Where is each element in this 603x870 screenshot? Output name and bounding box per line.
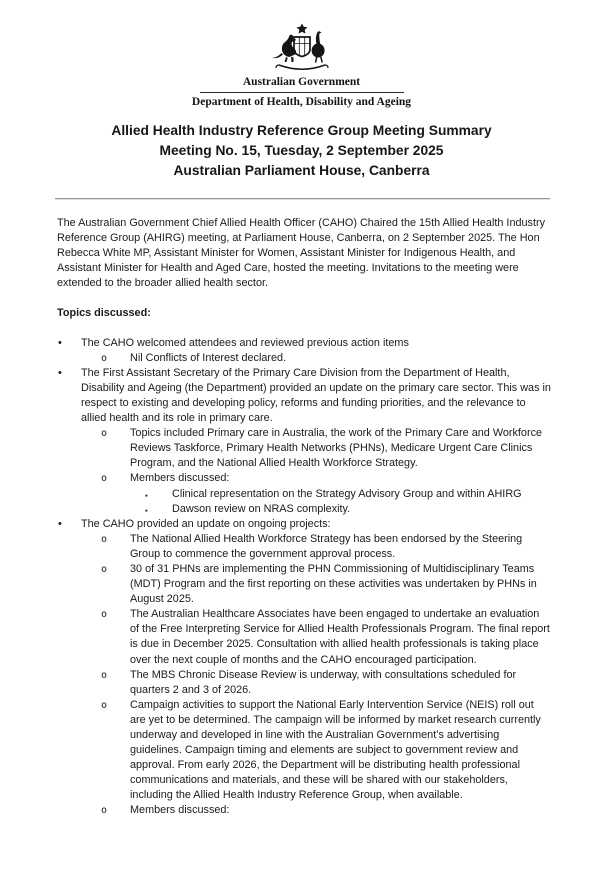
- list-item-text: The MBS Chronic Disease Review is underway, with consultations scheduled for quarters 2 and 3 of 2026.: [130, 668, 517, 696]
- bullet-marker: •: [58, 517, 62, 530]
- list-item: [57, 471, 551, 486]
- government-header: [0, 0, 603, 109]
- bullet-marker: o: [101, 533, 108, 545]
- bullet-marker: o: [101, 563, 108, 575]
- list-item-text: The CAHO provided an update on ongoing projects:: [81, 517, 331, 530]
- bullet-marker: ▪: [145, 490, 148, 500]
- list-item: [57, 517, 551, 532]
- bullet-marker: •: [58, 336, 62, 349]
- bullet-marker: o: [101, 428, 108, 440]
- crest-caption: Australian Government: [242, 76, 361, 88]
- list-item-text: The First Assistant Secretary of the Primary Care Division from the Department of Health, Disability and Ageing (the Department) provided an update on the primary care sector. This was in respect to existing and developing policy, reforms and funding priorities, and the relevance to allied health and its role in primary care.: [81, 366, 551, 425]
- department-name: Department of Health, Disability and Ageing: [191, 96, 412, 108]
- list-item: [57, 502, 551, 517]
- bullet-marker: o: [101, 352, 108, 364]
- title-line-3: Australian Parliament House, Canberra: [173, 163, 430, 178]
- list-item: [57, 668, 551, 698]
- list-item: [57, 562, 551, 607]
- bullet-marker: o: [101, 473, 108, 485]
- list-item: [57, 426, 551, 471]
- list-item-text: Dawson review on NRAS complexity.: [172, 502, 351, 515]
- topics-list: [57, 336, 551, 819]
- list-item: [57, 607, 551, 667]
- title-line-1: Allied Health Industry Reference Group Meeting Summary: [111, 123, 492, 138]
- title-line-2: Meeting No. 15, Tuesday, 2 September 2025: [159, 143, 444, 158]
- topics-heading: Topics discussed:: [57, 307, 151, 320]
- list-item-text: Clinical representation on the Strategy Advisory Group and within AHIRG: [172, 487, 522, 500]
- bullet-marker: •: [58, 366, 62, 379]
- list-item: [57, 698, 551, 804]
- list-item: [57, 532, 551, 562]
- list-item-text: Members discussed:: [130, 472, 230, 485]
- list-item: [57, 351, 551, 366]
- bullet-marker: o: [101, 805, 108, 817]
- list-item-text: The National Allied Health Workforce Strategy has been endorsed by the Steering Group to commence the government approval process.: [130, 532, 523, 560]
- document-body: [57, 216, 551, 819]
- bullet-marker: ▪: [145, 505, 148, 515]
- list-item-text: The Australian Healthcare Associates have been engaged to undertake an evaluation of the Free Interpreting Service for Allied Health Professionals Program. The final report is due in December 2025. Consultation with allied health professionals is taking place over the next couple of months and the CAHO encouraged participation.: [130, 608, 550, 666]
- australian-coat-of-arms-icon: [0, 23, 603, 73]
- list-item-text: Campaign activities to support the National Early Intervention Service (NEIS) roll out are yet to be determined. The campaign will be informed by market research currently underway and developed in line with the Australian Government’s advertising guidelines. Campaign timing and elements are subject to government review and approval. From early 2026, the Department will be distributing health professional communications and materials, and these will be shared with our stakeholders, including the Allied Health Industry Reference Group, when available.: [130, 698, 541, 802]
- bullet-marker: o: [101, 609, 108, 621]
- horizontal-rule: [55, 198, 550, 200]
- crest-divider: [200, 92, 404, 93]
- list-item: [57, 803, 551, 818]
- list-item: [57, 487, 551, 502]
- list-item-text: The CAHO welcomed attendees and reviewed previous action items: [81, 336, 409, 349]
- list-item-text: Topics included Primary care in Australia, the work of the Primary Care and Workforce Reviews Taskforce, Primary Health Networks (PHNs), Medicare Urgent Care Clinics Program, and the National Allied Health Workforce Strategy.: [130, 427, 543, 470]
- list-item-text: 30 of 31 PHNs are implementing the PHN Commissioning of Multidisciplinary Teams (MDT) Program and the first reporting on these activities was undertaken by PHNs in August 2025.: [130, 562, 537, 606]
- list-item-text: Members discussed:: [130, 804, 230, 817]
- bullet-marker: o: [101, 669, 108, 681]
- list-item: [57, 366, 551, 426]
- document-title: [0, 121, 603, 181]
- list-item: [57, 336, 551, 351]
- list-item-text: Nil Conflicts of Interest declared.: [130, 351, 287, 364]
- intro-paragraph: The Australian Government Chief Allied Health Officer (CAHO) Chaired the 15th Allied Health Industry Reference Group (AHIRG) meeting, at Parliament House, Canberra, on 2 September 2025. The Hon Rebecca White MP, Assistant Minister for Women, Assistant Minister for Indigenous Health, and Assistant Minister for Health and Aged Care, hosted the meeting. Invitations to the meeting were extended to the broader allied health sector.: [57, 217, 546, 290]
- bullet-marker: o: [101, 699, 108, 711]
